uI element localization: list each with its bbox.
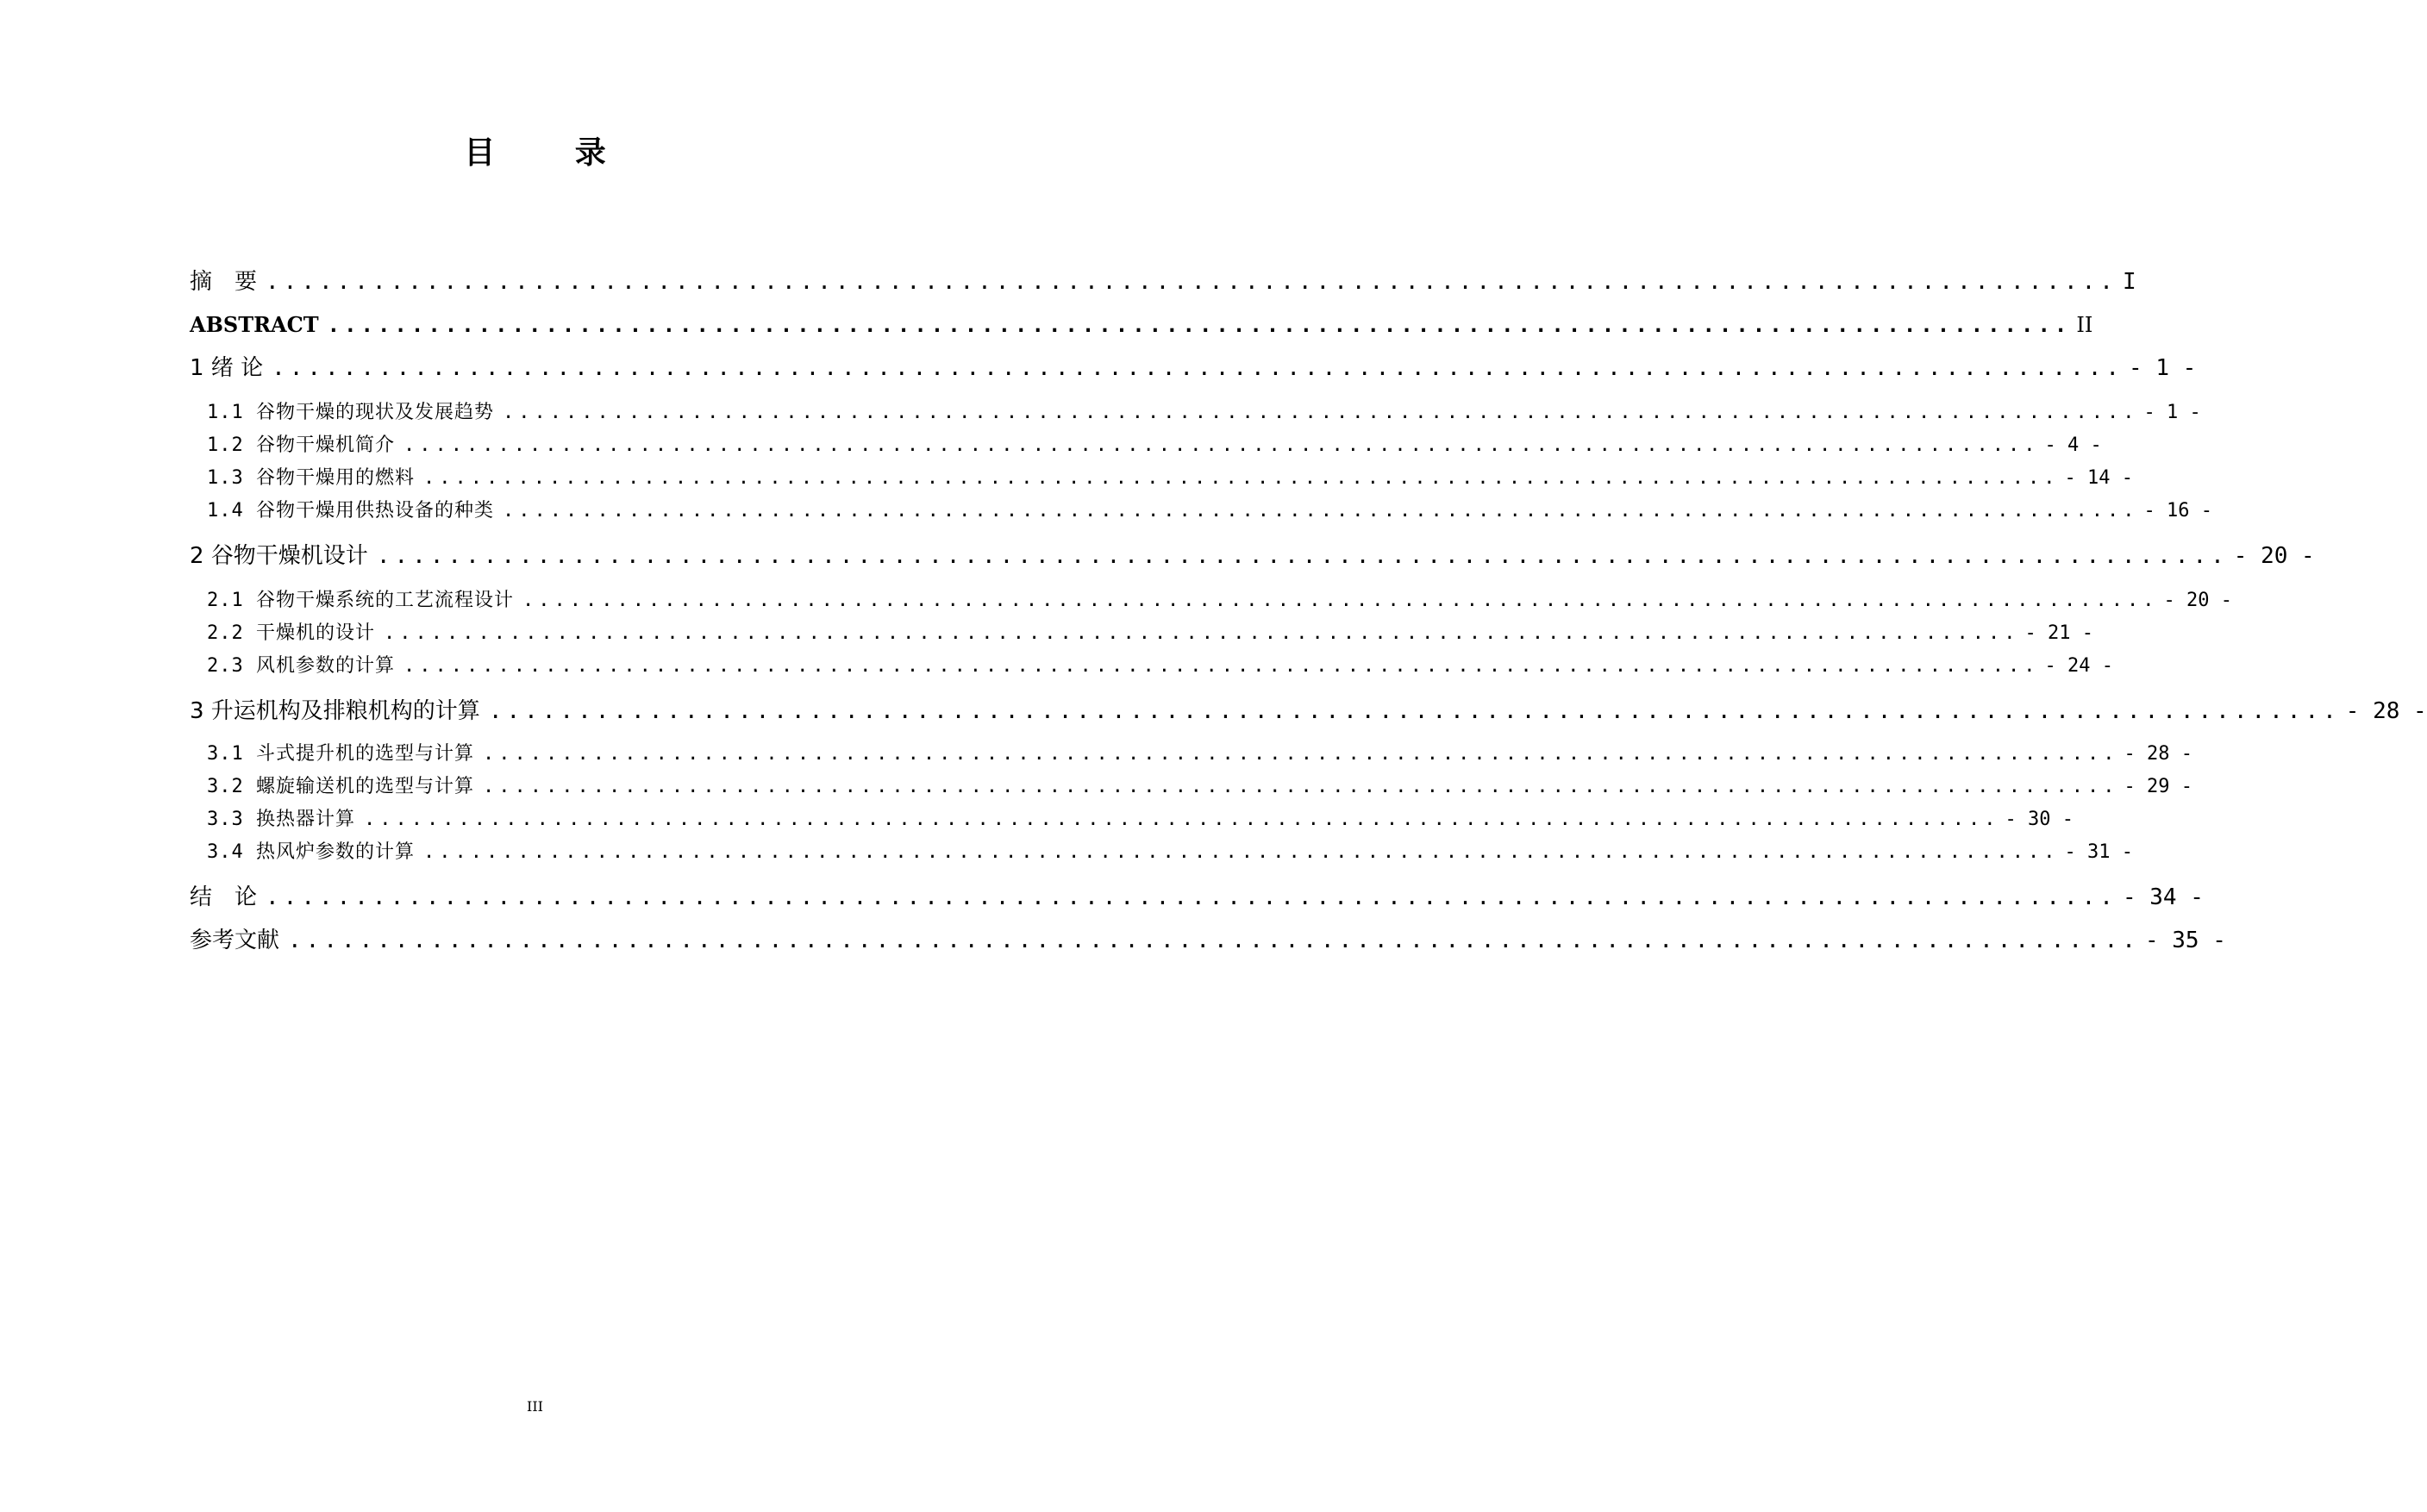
dot-leader: ........................................................................................................ <box>288 928 2140 953</box>
toc-entry-label: 参考文献 <box>190 928 280 953</box>
dot-leader: ........................................................................................................ <box>266 884 2117 910</box>
toc-entry-label: 1.1 谷物干燥的现状及发展趋势 <box>207 402 494 423</box>
toc-entry-section-2-1[interactable] <box>207 586 2232 615</box>
toc-entry-page: II <box>2076 313 2093 337</box>
dot-leader: ........................................................................................................ <box>327 313 2072 337</box>
toc-entry-chapter-3[interactable] <box>190 697 2427 726</box>
toc-entry-label: 1.3 谷物干燥用的燃料 <box>207 467 415 489</box>
toc-entry-page: - 31 - <box>2064 841 2133 863</box>
toc-entry-page: - 20 - <box>2233 543 2315 569</box>
toc-entry-label: 结 论 <box>190 884 258 910</box>
dot-leader: ........................................................................................................ <box>403 434 2040 456</box>
toc-entry-page: - 30 - <box>2005 809 2074 830</box>
toc-entry-label: 1.2 谷物干燥机简介 <box>207 434 395 456</box>
toc-entry-page: - 35 - <box>2144 928 2226 953</box>
toc-entry-section-3-2[interactable] <box>207 772 2192 802</box>
toc-entry-section-1-3[interactable] <box>207 464 2133 493</box>
dot-leader: ........................................................................................................ <box>502 500 2139 522</box>
toc-entry-page: - 14 - <box>2064 467 2133 489</box>
toc-entry-label: 3 升运机构及排粮机构的计算 <box>190 698 480 724</box>
toc-entry-page: I <box>2122 269 2136 295</box>
dot-leader: ........................................................................................................ <box>266 269 2117 295</box>
dot-leader: ........................................................................................................ <box>422 841 2060 863</box>
toc-entry-abstract-cn[interactable] <box>190 267 2136 297</box>
toc-entry-references[interactable] <box>190 926 2226 955</box>
toc-entry-section-2-3[interactable] <box>207 652 2113 681</box>
toc-entry-section-1-4[interactable] <box>207 497 2212 526</box>
toc-entry-page: - 24 - <box>2044 655 2113 677</box>
toc-entry-section-3-4[interactable] <box>207 838 2133 867</box>
dot-leader: ........................................................................................................ <box>488 698 2341 724</box>
toc-entry-section-3-1[interactable] <box>207 740 2192 769</box>
dot-leader: ........................................................................................................ <box>363 809 2000 830</box>
toc-entry-page: - 28 - <box>2124 743 2192 765</box>
toc-entry-page: - 16 - <box>2143 500 2212 522</box>
dot-leader: ........................................................................................................ <box>522 590 2159 611</box>
toc-entry-label: 摘 要 <box>190 269 258 295</box>
toc-entry-abstract-en[interactable] <box>190 310 2093 340</box>
toc-entry-label: 1.4 谷物干燥用供热设备的种类 <box>207 500 494 522</box>
dot-leader: ........................................................................................................ <box>502 402 2139 423</box>
toc-entry-label: 2.1 谷物干燥系统的工艺流程设计 <box>207 590 514 611</box>
toc-entry-section-2-2[interactable] <box>207 619 2093 648</box>
dot-leader: ........................................................................................................ <box>422 467 2060 489</box>
toc-entry-section-3-3[interactable] <box>207 805 2074 834</box>
toc-entry-label: ABSTRACT <box>190 312 319 337</box>
toc-entry-label: 3.2 螺旋输送机的选型与计算 <box>207 776 474 797</box>
toc-entry-page: - 28 - <box>2345 698 2427 724</box>
toc-entry-label: 2.3 风机参数的计算 <box>207 655 395 677</box>
footer-page-number: III <box>527 1398 543 1415</box>
toc-entry-section-1-2[interactable] <box>207 431 2102 460</box>
toc-entry-label: 2.2 干燥机的设计 <box>207 622 375 644</box>
toc-entry-section-1-1[interactable] <box>207 398 2201 428</box>
toc-entry-chapter-2[interactable] <box>190 541 2315 571</box>
toc-entry-page: - 1 - <box>2143 402 2201 423</box>
toc-entry-page: - 29 - <box>2124 776 2192 797</box>
dot-leader: ........................................................................................................ <box>272 355 2124 381</box>
toc-entry-label: 3.1 斗式提升机的选型与计算 <box>207 743 474 765</box>
dot-leader: ........................................................................................................ <box>383 622 2020 644</box>
toc-entry-conclusion[interactable] <box>190 883 2204 912</box>
toc-entry-page: - 1 - <box>2129 355 2197 381</box>
toc-entry-label: 3.4 热风炉参数的计算 <box>207 841 415 863</box>
toc-entry-chapter-1[interactable] <box>190 353 2197 383</box>
toc-entry-page: - 4 - <box>2044 434 2102 456</box>
toc-entry-label: 1 绪 论 <box>190 355 264 381</box>
page-title: 目 录 <box>464 135 641 171</box>
dot-leader: ........................................................................................................ <box>482 743 2119 765</box>
toc-entry-label: 2 谷物干燥机设计 <box>190 543 368 569</box>
dot-leader: ........................................................................................................ <box>482 776 2119 797</box>
toc-entry-page: - 20 - <box>2163 590 2232 611</box>
dot-leader: ........................................................................................................ <box>403 655 2040 677</box>
toc-entry-label: 3.3 换热器计算 <box>207 809 355 830</box>
dot-leader: ........................................................................................................ <box>376 543 2229 569</box>
toc-entry-page: - 34 - <box>2122 884 2204 910</box>
toc-entry-page: - 21 - <box>2024 622 2093 644</box>
